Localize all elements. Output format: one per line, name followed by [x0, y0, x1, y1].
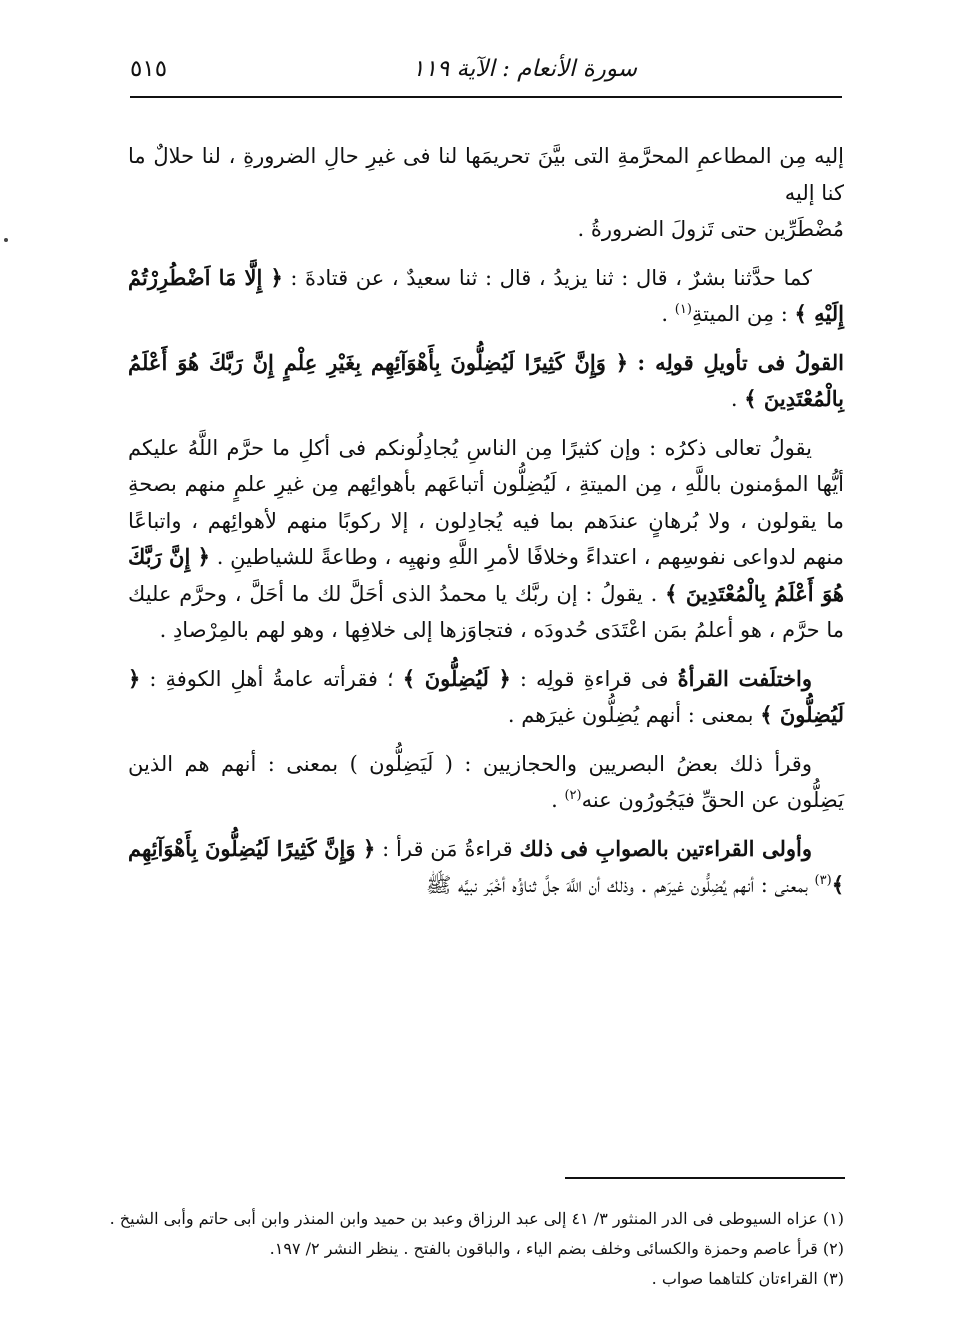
quran-quote: ﴿ لَيُضِلُّونَ ﴾: [128, 665, 844, 727]
paragraph-7-lead: وأولى القراءتين بالصوابِ فى ذلك: [519, 835, 812, 861]
footnote-1: (١) عزاه السيوطى فى الدر المنثور ٣/ ٤١ إلى عبد الرزاق وعبد بن حميد وابن المنذر وابن أبى حاتم وأبى الشيخ .: [109, 1209, 844, 1228]
paragraph-7: [128, 831, 844, 904]
paragraph-3-end: .: [730, 387, 738, 411]
paragraph-5-lead: واختلَفت القرأةُ: [677, 665, 813, 691]
quran-verse: ﴿ وَإِنَّ كَثِيرًا لَيُضِلُّونَ بِأَهْوَآئِهِم بِغَيْرِ عِلْمٍ إِنَّ رَبَّكَ هُوَ أَعْلَمُ بِالْمُعْتَدِينَ ﴾: [128, 349, 844, 411]
section-heading: القولُ فى تأويلِ قولِه :: [637, 349, 844, 375]
footnote-ref-3: (٣): [814, 873, 832, 888]
paragraph-2-rest: : مِن الميتةِ: [691, 302, 788, 326]
paragraph-1-line-1: إليه مِن المطاعمِ المحرَّمةِ التى بيَّنَ تحريمَها لنا فى غيرِ حالِ الضرورةِ ، لنا حلالٌ ما كنا إليه: [128, 144, 844, 205]
footnotes: [109, 1204, 844, 1294]
paragraph-5-part-2: ؛ فقرأته عامةُ أهلِ الكوفةِ :: [149, 666, 394, 691]
paragraph-5-part-3: بمعنى : أنهم يُضِلُّون غيرَهم .: [507, 703, 754, 727]
quran-quote: ﴿ وَإِنَّ كَثِيرًا لَيُضِلُّونَ بِأَهْوَآئِهِم ﴾: [128, 835, 844, 897]
paragraph-1-line-2: مُضْطَرِّين حتى تَزولَ الضرورةُ .: [577, 217, 844, 241]
paragraph-3: [128, 345, 844, 418]
quran-quote: ﴿ إِنَّ رَبَّكَ هُوَ أَعْلَمُ بِالْمُعْتَدِينَ ﴾: [128, 544, 844, 606]
running-head: سورة الأنعام : الآية ١١٩: [412, 56, 637, 82]
paragraph-6: [128, 746, 844, 819]
margin-speck: [4, 238, 8, 242]
paragraph-4-part-2: . يقولُ : إن ربَّك يا محمدُ الذى أحَلَّ لك ما أحَلَّ ، وحرَّم عليك ما حرَّم ، هو أعلمُ بمَن اعْتَدَى حُدودَه ، فتجاوَزها إلى خلافِها ، وهو لهم بالمِرْصادِ .: [128, 581, 844, 642]
paragraph-4: [128, 430, 844, 649]
paragraph-7-part-2: بمعنى : أنهم يُضِلُّون غيرَهم . وذلك أن اللَّهَ جلَّ ثناؤُه أخْبَر نبيَّه ﷺ: [425, 873, 808, 897]
footnote-ref-2: (٢): [564, 788, 582, 803]
paragraph-5-part-1: فى قراءةِ قولِه :: [519, 666, 669, 691]
main-text: [128, 138, 844, 916]
paragraph-6-end: .: [551, 788, 558, 812]
quran-quote: ﴿ لَيُضِلُّونَ ﴾: [402, 665, 511, 691]
footnote-2: (٢) قرأ عاصم وحمزة والكسائى وخلف بضم الياء ، والباقون بالفتح . ينظر النشر ٢/ ١٩٧.: [269, 1239, 844, 1258]
paragraph-4-part-1: يقولُ تعالى ذكرُه : وإن كثيرًا مِن الناسِ يُجادِلُونكم فى أكلِ ما حرَّم اللَّهُ عليكم أيُّها المؤمنون باللَّهِ ، مِن الميتةِ ، لَيُضِلُّون أتباعَهم بأهوائِهم مِن غيرِ علمٍ منهم بصحةِ ما يقولون ، ولا بُرهانٍ عندَهم بما فيه يُجادِلون ، إلا ركوبًا منهم لأهوائِهم ، واتباعًا منهم لدواعى نفوسِهم ، اعتداءً وخلافًا لأمرِ اللَّهِ ونهيِه ، وطاعةً للشياطينِ .: [128, 435, 845, 569]
paragraph-6-text: وقرأ ذلك بعضُ البصريين والحجازيين : ( لَيَضِلُّون ) بمعنى : أنهم هم الذين يَضِلُّون عن الحقِّ فيَجُورُون عنه: [128, 751, 844, 812]
paragraph-2-end: .: [661, 302, 669, 326]
isnad-text: كما حدَّثنا بشرٌ ، قال : ثنا يزيدُ ، قال : ثنا سعيدٌ ، عن قتادةَ :: [290, 265, 812, 290]
paragraph-5: [128, 661, 844, 734]
paragraph-7-part-1: قراءةُ مَن قرأ :: [382, 836, 513, 861]
page-number: ٥١٥: [130, 56, 168, 82]
paragraph-1: [128, 138, 844, 248]
page-header: [130, 50, 842, 90]
footnote-separator: [565, 1177, 845, 1179]
footnote-3: (٣) القراءتان كلتاهما صواب .: [651, 1269, 844, 1288]
paragraph-2: [128, 260, 844, 333]
quran-quote: ﴿ إِلَّا مَا اَضْطُرِرْتُمْ إِلَيْهِ ﴾: [128, 264, 844, 326]
footnote-ref-1: (١): [674, 302, 692, 317]
header-rule: [130, 96, 842, 98]
